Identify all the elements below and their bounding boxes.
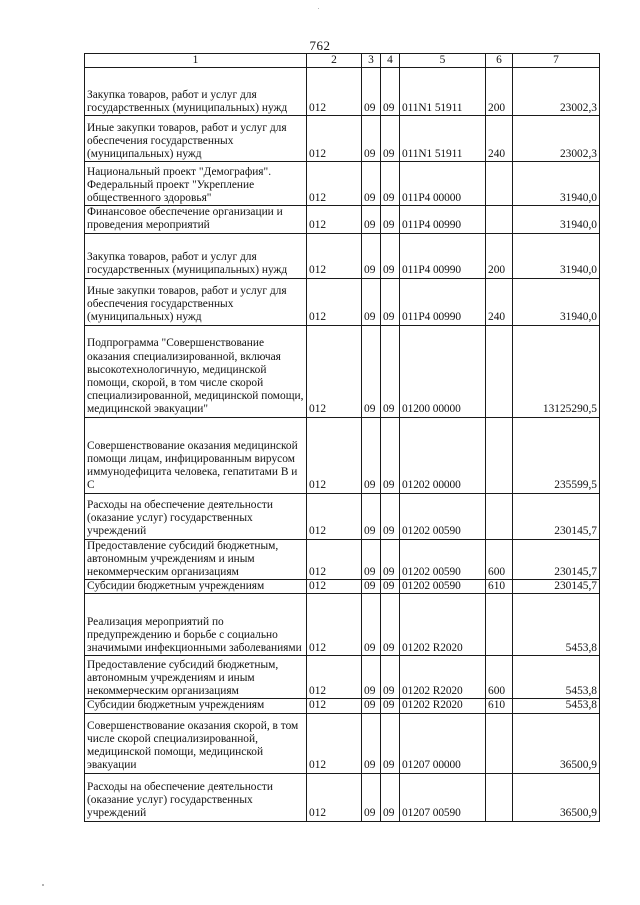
amount-value: 31940,0 <box>513 233 600 278</box>
admin-code: 012 <box>307 417 362 493</box>
admin-code: 012 <box>307 233 362 278</box>
subsection-code: 09 <box>381 233 400 278</box>
table-row <box>85 580 600 594</box>
table-row <box>85 206 600 233</box>
row-description: Совершенствование оказания скорой, в том числе скорой специализированной, медицинской помощи, медицинской эвакуации <box>85 713 307 773</box>
expense-type-code: 600 <box>486 656 513 699</box>
target-code: 01207 00000 <box>400 713 486 773</box>
row-description: Предоставление субсидий бюджетным, автономным учреждениям и иным некоммерческим организациям <box>85 656 307 699</box>
subsection-code: 09 <box>381 68 400 116</box>
target-code: 01202 00590 <box>400 493 486 539</box>
target-code: 011N1 51911 <box>400 68 486 116</box>
amount-value: 13125290,5 <box>513 325 600 417</box>
amount-value: 36500,9 <box>513 773 600 821</box>
column-header: 2 <box>307 54 362 68</box>
column-header: 4 <box>381 54 400 68</box>
amount-value: 36500,9 <box>513 713 600 773</box>
expense-type-code <box>486 713 513 773</box>
table-row <box>85 493 600 539</box>
expense-type-code: 240 <box>486 116 513 162</box>
row-description: Иные закупки товаров, работ и услуг для обеспечения государственных (муниципальных) нужд <box>85 116 307 162</box>
admin-code: 012 <box>307 773 362 821</box>
subsection-code: 09 <box>381 493 400 539</box>
admin-code: 012 <box>307 206 362 233</box>
expense-type-code: 200 <box>486 233 513 278</box>
subsection-code: 09 <box>381 417 400 493</box>
expense-type-code <box>486 417 513 493</box>
column-header: 7 <box>513 54 600 68</box>
admin-code: 012 <box>307 68 362 116</box>
section-code: 09 <box>362 493 381 539</box>
section-code: 09 <box>362 325 381 417</box>
row-description: Субсидии бюджетным учреждениям <box>85 699 307 713</box>
row-description: Субсидии бюджетным учреждениям <box>85 580 307 594</box>
table-row <box>85 699 600 713</box>
section-code: 09 <box>362 417 381 493</box>
section-code: 09 <box>362 699 381 713</box>
admin-code: 012 <box>307 116 362 162</box>
row-description: Реализация мероприятий по предупреждению и борьбе с социально значимыми инфекционными заболеваниями <box>85 594 307 656</box>
table-row <box>85 233 600 278</box>
expense-type-code <box>486 773 513 821</box>
table-row <box>85 325 600 417</box>
section-code: 09 <box>362 539 381 580</box>
section-code: 09 <box>362 656 381 699</box>
scan-speck <box>42 884 44 886</box>
amount-value: 31940,0 <box>513 278 600 325</box>
target-code: 011P4 00000 <box>400 162 486 206</box>
expense-type-code: 610 <box>486 699 513 713</box>
section-code: 09 <box>362 116 381 162</box>
target-code: 011P4 00990 <box>400 206 486 233</box>
row-description: Совершенствование оказания медицинской помощи лицам, инфицированным вирусом иммунодефицита человека, гепатитами В и С <box>85 417 307 493</box>
subsection-code: 09 <box>381 116 400 162</box>
admin-code: 012 <box>307 713 362 773</box>
target-code: 01202 R2020 <box>400 594 486 656</box>
section-code: 09 <box>362 206 381 233</box>
row-description: Закупка товаров, работ и услуг для государственных (муниципальных) нужд <box>85 68 307 116</box>
expense-type-code <box>486 162 513 206</box>
section-code: 09 <box>362 580 381 594</box>
subsection-code: 09 <box>381 325 400 417</box>
expense-type-code <box>486 206 513 233</box>
page-number: 762 <box>309 38 331 53</box>
admin-code: 012 <box>307 493 362 539</box>
section-code: 09 <box>362 713 381 773</box>
row-description: Расходы на обеспечение деятельности (оказание услуг) государственных учреждений <box>85 773 307 821</box>
admin-code: 012 <box>307 539 362 580</box>
scan-speck <box>318 8 319 9</box>
admin-code: 012 <box>307 594 362 656</box>
row-description: Национальный проект "Демография". Федеральный проект "Укрепление общественного здоровья" <box>85 162 307 206</box>
table-row <box>85 417 600 493</box>
target-code: 01202 00590 <box>400 580 486 594</box>
table-row <box>85 162 600 206</box>
target-code: 01202 00000 <box>400 417 486 493</box>
section-code: 09 <box>362 162 381 206</box>
amount-value: 235599,5 <box>513 417 600 493</box>
section-code: 09 <box>362 278 381 325</box>
target-code: 011N1 51911 <box>400 116 486 162</box>
section-code: 09 <box>362 233 381 278</box>
target-code: 011P4 00990 <box>400 233 486 278</box>
admin-code: 012 <box>307 656 362 699</box>
expense-type-code: 610 <box>486 580 513 594</box>
amount-value: 230145,7 <box>513 580 600 594</box>
admin-code: 012 <box>307 699 362 713</box>
amount-value: 23002,3 <box>513 116 600 162</box>
column-header: 5 <box>400 54 486 68</box>
table-row <box>85 713 600 773</box>
row-description: Расходы на обеспечение деятельности (оказание услуг) государственных учреждений <box>85 493 307 539</box>
amount-value: 5453,8 <box>513 656 600 699</box>
subsection-code: 09 <box>381 278 400 325</box>
row-description: Иные закупки товаров, работ и услуг для обеспечения государственных (муниципальных) нужд <box>85 278 307 325</box>
amount-value: 5453,8 <box>513 699 600 713</box>
row-description: Предоставление субсидий бюджетным, автономным учреждениям и иным некоммерческим организациям <box>85 539 307 580</box>
expense-type-code <box>486 325 513 417</box>
section-code: 09 <box>362 68 381 116</box>
table-row <box>85 539 600 580</box>
subsection-code: 09 <box>381 539 400 580</box>
subsection-code: 09 <box>381 594 400 656</box>
expense-type-code: 600 <box>486 539 513 580</box>
target-code: 01202 R2020 <box>400 699 486 713</box>
expense-type-code: 200 <box>486 68 513 116</box>
table-row <box>85 773 600 821</box>
row-description: Финансовое обеспечение организации и проведения мероприятий <box>85 206 307 233</box>
row-description: Подпрограмма "Совершенствование оказания специализированной, включая высокотехнологичную, медицинской помощи, скорой, в том числе скорой специализированной, медицинской помощи, медицинской эвакуации" <box>85 325 307 417</box>
subsection-code: 09 <box>381 773 400 821</box>
amount-value: 230145,7 <box>513 493 600 539</box>
amount-value: 230145,7 <box>513 539 600 580</box>
admin-code: 012 <box>307 278 362 325</box>
row-description: Закупка товаров, работ и услуг для государственных (муниципальных) нужд <box>85 233 307 278</box>
table-row <box>85 594 600 656</box>
subsection-code: 09 <box>381 656 400 699</box>
expense-type-code: 240 <box>486 278 513 325</box>
subsection-code: 09 <box>381 713 400 773</box>
table-row <box>85 116 600 162</box>
column-header: 6 <box>486 54 513 68</box>
table-row <box>85 278 600 325</box>
expense-type-code <box>486 493 513 539</box>
admin-code: 012 <box>307 580 362 594</box>
column-number-row <box>85 54 600 68</box>
amount-value: 31940,0 <box>513 162 600 206</box>
column-header: 1 <box>85 54 307 68</box>
amount-value: 31940,0 <box>513 206 600 233</box>
target-code: 01202 R2020 <box>400 656 486 699</box>
section-code: 09 <box>362 594 381 656</box>
subsection-code: 09 <box>381 580 400 594</box>
column-header: 3 <box>362 54 381 68</box>
table-row <box>85 656 600 699</box>
section-code: 09 <box>362 773 381 821</box>
target-code: 011P4 00990 <box>400 278 486 325</box>
target-code: 01200 00000 <box>400 325 486 417</box>
admin-code: 012 <box>307 162 362 206</box>
expense-type-code <box>486 594 513 656</box>
admin-code: 012 <box>307 325 362 417</box>
amount-value: 5453,8 <box>513 594 600 656</box>
table-row <box>85 68 600 116</box>
target-code: 01207 00590 <box>400 773 486 821</box>
subsection-code: 09 <box>381 162 400 206</box>
subsection-code: 09 <box>381 206 400 233</box>
subsection-code: 09 <box>381 699 400 713</box>
table-body <box>85 68 600 821</box>
budget-table <box>84 53 600 822</box>
target-code: 01202 00590 <box>400 539 486 580</box>
amount-value: 23002,3 <box>513 68 600 116</box>
